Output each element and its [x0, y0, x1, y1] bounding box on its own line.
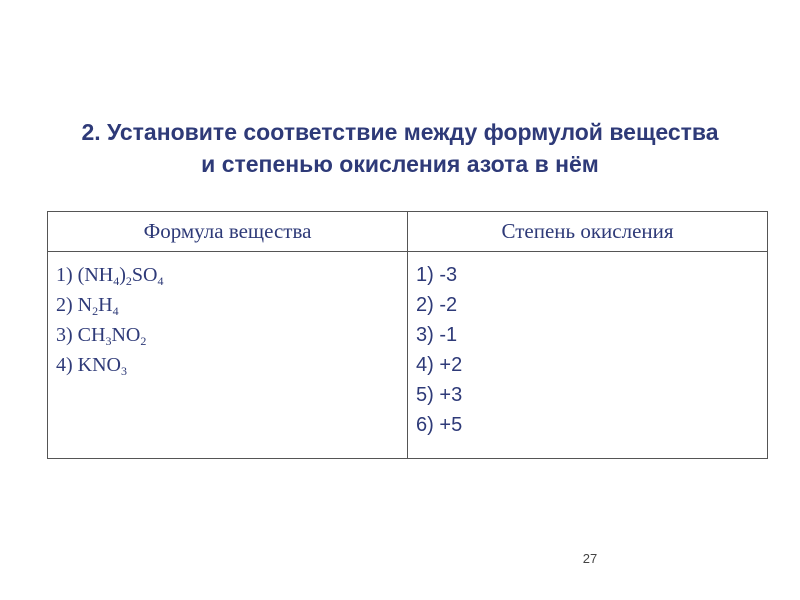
title-line-2: и степенью окисления азота в нём: [201, 151, 599, 177]
table-header-row: [48, 212, 768, 252]
formula-number: 2): [56, 294, 78, 316]
formula-subscript: 2: [125, 274, 132, 288]
formula-subscript: 2: [140, 334, 147, 348]
oxidation-state-list: [416, 260, 759, 440]
formula-number: 1): [56, 264, 78, 286]
title-line-1: 2. Установите соответствие между формулой вещества: [81, 119, 719, 145]
formula-subscript: 4: [157, 274, 164, 288]
formula-text: H: [98, 294, 113, 316]
formula-cell: [48, 252, 408, 459]
formula-item: [56, 260, 399, 290]
oxidation-state-item: 1) -3: [416, 264, 458, 286]
oxidation-state-item: 6) +5: [416, 414, 463, 436]
formula-text: ): [119, 264, 126, 286]
formula-subscript: 4: [113, 274, 120, 288]
formula-subscript: 2: [92, 304, 99, 318]
formula-text: NO: [111, 324, 141, 346]
header-formula: Формула вещества: [48, 212, 408, 252]
page-number: 27: [582, 551, 598, 566]
formula-list: [56, 260, 399, 380]
formula-subscript: 4: [112, 304, 119, 318]
formula-subscript: 3: [121, 364, 128, 378]
oxidation-state-item: 3) -1: [416, 324, 458, 346]
header-oxidation-state: Степень окисления: [408, 212, 768, 252]
formula-text: N: [77, 294, 93, 316]
oxidation-state-item: 4) +2: [416, 354, 463, 376]
formula-number: 4): [56, 354, 78, 376]
formula-text: CH: [77, 324, 106, 346]
slide-title: [20, 116, 780, 180]
formula-item: [56, 320, 399, 350]
formula-item: [56, 350, 399, 380]
oxidation-cell: [408, 252, 768, 459]
table-body-row: [48, 252, 768, 459]
formula-text: SO: [131, 264, 158, 286]
formula-subscript: 3: [105, 334, 112, 348]
formula-text: (NH: [77, 264, 114, 286]
oxidation-state-item: 5) +3: [416, 384, 463, 406]
formula-item: [56, 290, 399, 320]
oxidation-state-item: 2) -2: [416, 294, 458, 316]
formula-text: KNO: [77, 354, 122, 376]
matching-table: [47, 211, 768, 459]
formula-number: 3): [56, 324, 78, 346]
